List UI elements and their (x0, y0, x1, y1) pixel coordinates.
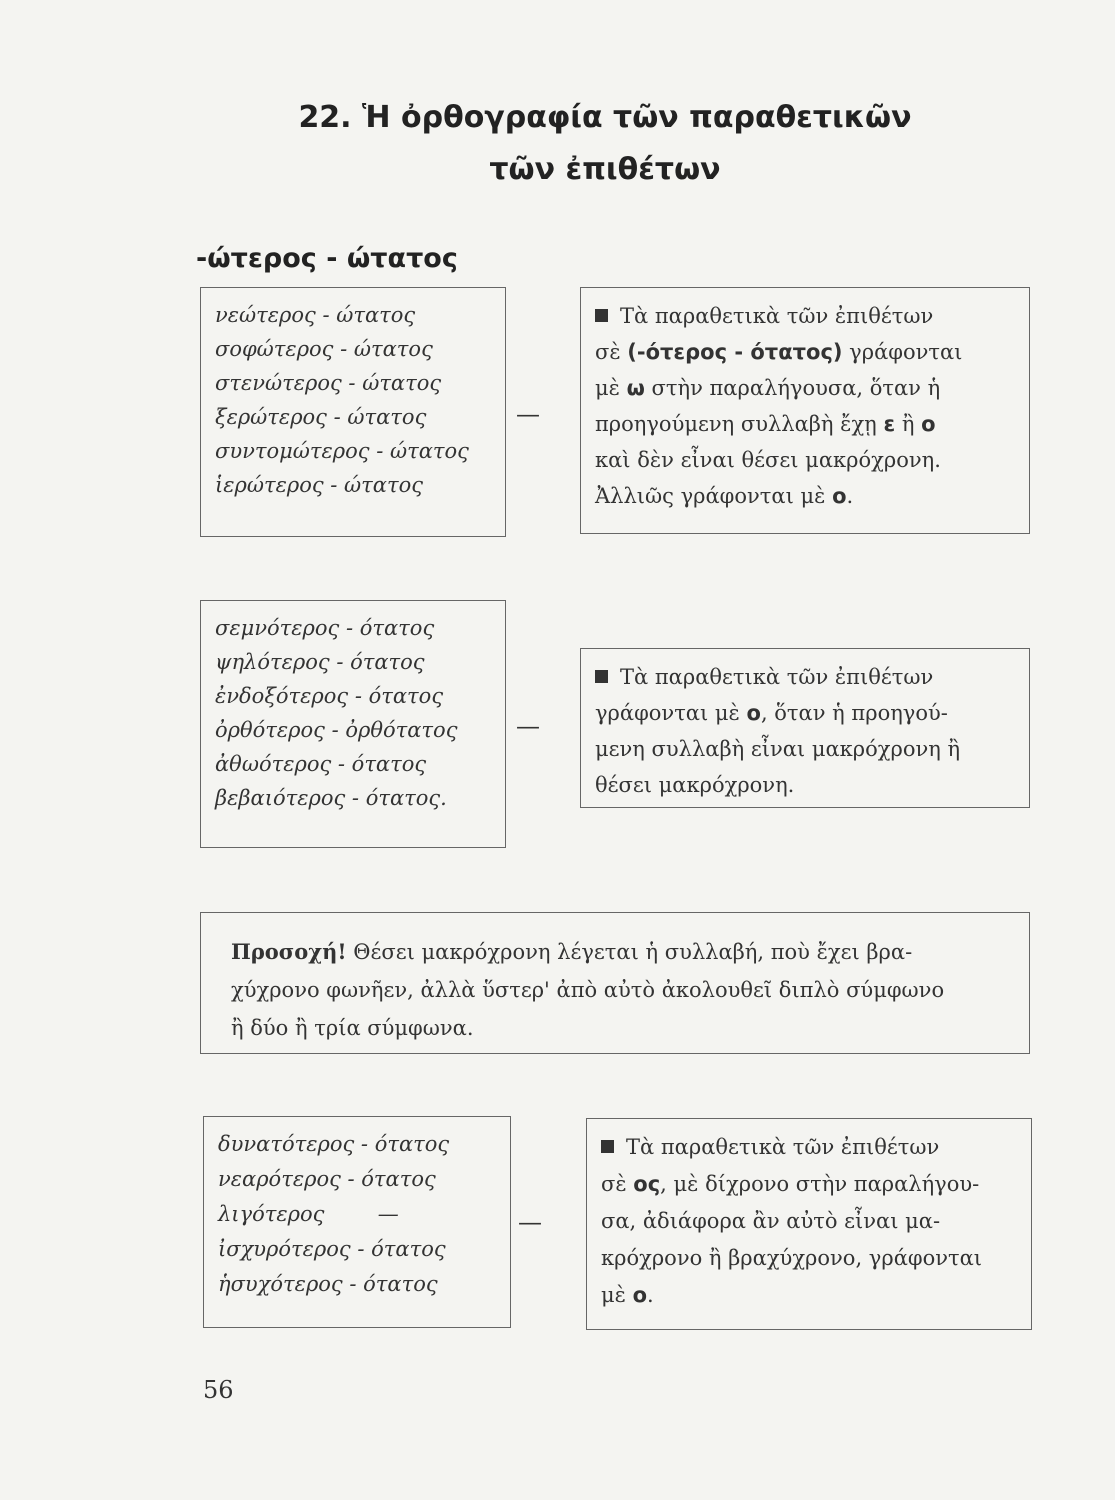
list-item: ἐνδοξότερος - ότατος (215, 684, 444, 708)
list-item: ψηλότερος - ότατος (215, 650, 425, 674)
list-item: ξερώτερος - ώτατος (215, 405, 427, 429)
list-item: βεβαιότερος - ότατος. (215, 786, 447, 810)
list-item: στενώτερος - ώτατος (215, 371, 442, 395)
dash-connector: — (518, 1208, 542, 1236)
page-title-continued: τῶν ἐπιθέτων (489, 152, 721, 187)
list-item: σοφώτερος - ώτατος (215, 337, 433, 361)
word-list-2 (200, 600, 506, 848)
rule-box-2: Τὰ παραθετικὰ τῶν ἐπιθέτων γράφονται μὲ ο, ὅταν ἡ προηγού- μενη συλλαβὴ εἶναι μακρόχρονη ἢ θέσει μακρόχρονη. (580, 648, 1030, 808)
rule-box-1: Τὰ παραθετικὰ τῶν ἐπιθέτων σὲ (-ότερος - ότατος) γράφονται μὲ ω στὴν παραλήγουσα, ὅταν ἡ προηγούμενη συλλαβὴ ἔχῃ ε ἢ ο καὶ δὲν εἶναι θέσει μακρόχρονη. Ἀλλιῶς γράφονται μὲ ο. (580, 287, 1030, 534)
list-item: ἰσχυρότερος - ότατος (218, 1237, 446, 1261)
list-item: συντομώτερος - ώτατος (215, 439, 469, 463)
word-list-3 (203, 1116, 511, 1328)
attention-note: Προσοχή! Θέσει μακρόχρονη λέγεται ἡ συλλαβή, ποὺ ἔχει βρα- χύχρονο φωνῆεν, ἀλλὰ ὕστερ' ἀπὸ αὐτὸ ἀκολουθεῖ διπλὸ σύμφωνο ἢ δύο ἢ τρία σύμφωνα. (200, 912, 1030, 1054)
list-item: νεώτερος - ώτατος (215, 303, 416, 327)
page-title: 22. Ἡ ὀρθογραφία τῶν παραθετικῶν (298, 100, 912, 135)
list-item: ἱερώτερος - ώτατος (215, 473, 424, 497)
list-item: ἀθωότερος - ότατος (215, 752, 427, 776)
word-list-1 (200, 287, 506, 537)
dash-connector: — (516, 400, 540, 428)
list-item: σεμνότερος - ότατος (215, 616, 435, 640)
bullet-icon (601, 1140, 614, 1153)
page-number: 56 (203, 1376, 234, 1404)
rule-box-3: Τὰ παραθετικὰ τῶν ἐπιθέτων σὲ ος, μὲ δίχρονο στὴν παραλήγου- σα, ἀδιάφορα ἂν αὐτὸ εἶναι μα- κρόχρονο ἢ βραχύχρονο, γράφονται μὲ ο. (586, 1118, 1032, 1330)
list-item: νεαρότερος - ότατος (218, 1167, 436, 1191)
dash-connector: — (516, 712, 540, 740)
list-item: λιγότερος — (218, 1202, 399, 1226)
list-item: ἡσυχότερος - ότατος (218, 1272, 438, 1296)
list-item: ὀρθότερος - ὀρθότατος (215, 718, 458, 742)
note-label: Προσοχή! (231, 939, 347, 964)
subheading: -ώτερος - ώτατος (196, 243, 458, 274)
bullet-icon (595, 309, 608, 322)
list-item: δυνατότερος - ότατος (218, 1132, 450, 1156)
bullet-icon (595, 670, 608, 683)
